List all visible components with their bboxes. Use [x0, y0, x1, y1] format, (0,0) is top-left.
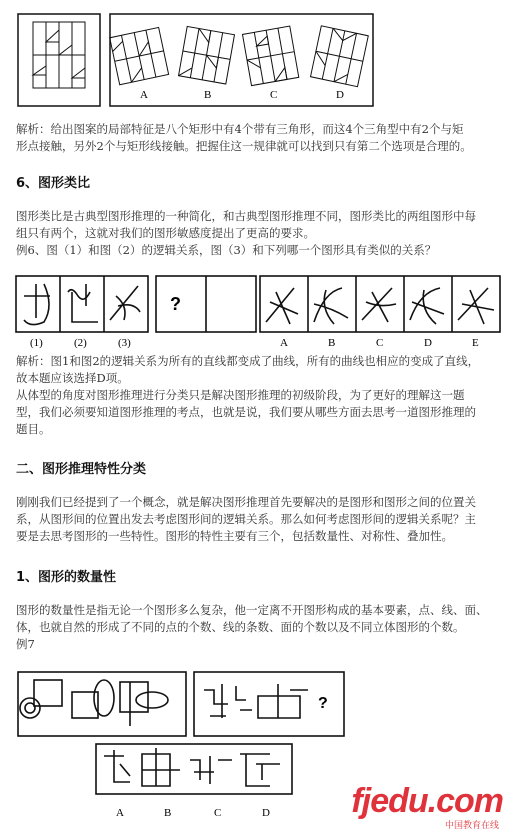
part2-para-line2: 系，从图形间的位置出发去考虑图形间的逻辑关系。那么如何考虑图形间的逻辑关系呢？主 [16, 512, 476, 526]
fig6-option-e: E [472, 337, 479, 349]
ex6-explanation-line1: 解析：图1和图2的逻辑关系为所有的直线都变成了曲线，所有的曲线也相应的变成了直线， [16, 354, 480, 368]
fig7-question-mark: ? [318, 695, 328, 712]
fig6-option-c: C [376, 337, 384, 349]
fig5-option-d: D [336, 89, 344, 101]
fig6-option-b: B [328, 337, 336, 349]
fig6-label-1: (1) [30, 337, 43, 349]
section6-para-line1: 图形类比是古典型图形推理的一种简化，和古典型图形推理不同，图形类比的两组图形中每 [16, 209, 476, 223]
fig7-option-b: B [164, 807, 172, 819]
fig7-option-a: A [116, 807, 124, 819]
watermark-logo: fjedu.com [351, 782, 503, 820]
part2-para-line3: 要是去思考图形的一些特性。图形的特性主要有三个，包括数量性、对称性、叠加性。 [16, 529, 453, 543]
fig6-label-3: (3) [118, 337, 131, 349]
section6-para-line2: 组只有两个，这就对我们的图形敏感度提出了更高的要求。 [16, 226, 315, 240]
fig7-option-d: D [262, 807, 270, 819]
section1-heading: 1、图形的数量性 [16, 570, 117, 585]
fig5-option-a: A [140, 89, 148, 101]
fig5-option-c: C [270, 89, 278, 101]
part2-heading: 二、图形推理特性分类 [16, 462, 147, 477]
ex5-explanation-line2: 形点接触，另外2个与矩形线接触。把握住这一规律就可以找到只有第二个选项是合理的。 [16, 139, 472, 153]
watermark-subtext: 中国教育在线 [444, 821, 499, 831]
fig6-label-2: (2) [74, 337, 87, 349]
fig7-option-c: C [214, 807, 222, 819]
example7-label: 例7 [16, 637, 35, 651]
ex6-para2-line2: 型，我们必须要知道图形推理的考点，也就是说，我们要从哪些方面去思考一道图形推理的 [16, 405, 476, 419]
example6-question: 例6、图（1）和图（2）的逻辑关系，图（3）和下列哪一个图形具有类似的关系？ [16, 243, 437, 257]
section6-heading: 6、图形类比 [16, 176, 91, 191]
section1-para-line2: 体，也就自然的形成了不同的点的个数、线的条数、面的个数以及不同立体图形的个数。 [16, 620, 465, 634]
example6-figure [0, 262, 515, 352]
fig6-question-mark: ? [170, 294, 181, 314]
fig6-option-d: D [424, 337, 432, 349]
ex6-para2-line3: 题目。 [16, 422, 51, 436]
fig5-option-b: B [204, 89, 212, 101]
ex6-para2-line1: 从体型的角度对图形推理进行分类只是解决图形推理的初级阶段，为了更好的理解这一题 [16, 388, 465, 402]
example5-figure [0, 0, 515, 110]
ex5-explanation-line1: 解析：给出图案的局部特征是八个矩形中有4个带有三角形，而这4个三角型中有2个与矩 [16, 122, 464, 136]
ex6-explanation-line2: 故本题应该选择D项。 [16, 371, 129, 385]
fig6-option-a: A [280, 337, 288, 349]
section1-para-line1: 图形的数量性是指无论一个图形多么复杂，他一定离不开图形构成的基本要素，点、线、面、 [16, 603, 488, 617]
part2-para-line1: 刚刚我们已经提到了一个概念，就是解决图形推理首先要解决的是图形和图形之间的位置关 [16, 495, 476, 509]
